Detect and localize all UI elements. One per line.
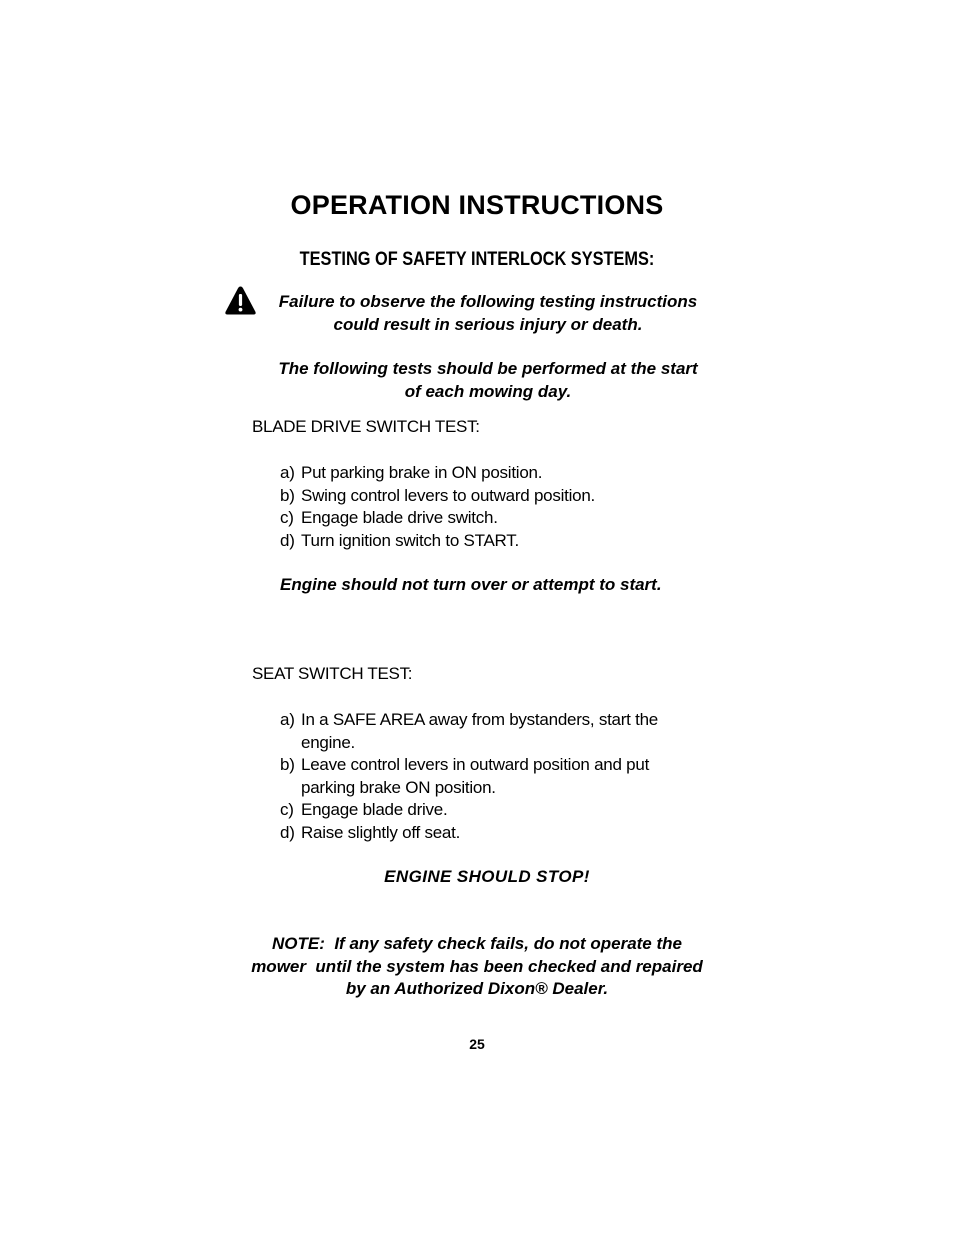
step-marker: a) bbox=[280, 463, 295, 482]
step-text: Engage blade drive switch. bbox=[301, 508, 498, 527]
step-text: Swing control levers to outward position. bbox=[301, 485, 596, 505]
seat-switch-test-heading: SEAT SWITCH TEST: bbox=[252, 664, 413, 683]
final-note-line-3: by an Authorized Dixon® Dealer. bbox=[345, 979, 609, 998]
page-title: OPERATION INSTRUCTIONS bbox=[290, 190, 664, 220]
final-note-line-1: NOTE: If any safety check fails, do not operate the bbox=[272, 934, 682, 953]
final-note bbox=[227, 933, 727, 1001]
step-marker: c) bbox=[280, 508, 294, 527]
list-item bbox=[280, 485, 595, 508]
seat-switch-test-result: ENGINE SHOULD STOP! bbox=[384, 867, 590, 886]
final-note-line-2: mower until the system has been checked and repaired bbox=[251, 956, 703, 976]
step-marker: b) bbox=[280, 485, 295, 505]
step-marker: b) bbox=[280, 755, 295, 774]
section-subtitle: TESTING OF SAFETY INTERLOCK SYSTEMS: bbox=[299, 249, 655, 270]
blade-drive-test-heading: BLADE DRIVE SWITCH TEST: bbox=[252, 417, 480, 436]
list-item bbox=[280, 709, 658, 754]
tests-schedule-note bbox=[258, 358, 718, 403]
safety-warning bbox=[258, 291, 718, 336]
page-number: 25 bbox=[469, 1036, 485, 1052]
list-item bbox=[280, 754, 658, 799]
list-item bbox=[280, 507, 595, 530]
list-item bbox=[280, 462, 595, 485]
warning-line-2: could result in serious injury or death. bbox=[333, 314, 643, 334]
tests-note-line-2: of each mowing day. bbox=[404, 381, 572, 401]
step-text: Turn ignition switch to START. bbox=[301, 530, 519, 550]
list-item bbox=[280, 530, 595, 553]
tests-note-line-1: The following tests should be performed at the start bbox=[278, 359, 698, 378]
list-item bbox=[280, 799, 658, 822]
step-text-continued: engine. bbox=[301, 732, 356, 752]
step-text: Raise slightly off seat. bbox=[301, 822, 461, 842]
step-text-continued: parking brake ON position. bbox=[301, 777, 496, 797]
step-marker: d) bbox=[280, 822, 295, 842]
seat-switch-test-steps bbox=[280, 709, 658, 844]
step-marker: a) bbox=[280, 710, 295, 729]
step-text: Put parking brake in ON position. bbox=[301, 463, 543, 482]
blade-drive-test-result: Engine should not turn over or attempt to start. bbox=[280, 575, 662, 594]
step-text: Engage blade drive. bbox=[301, 800, 448, 819]
step-text: Leave control levers in outward position and put bbox=[301, 755, 650, 774]
step-text: In a SAFE AREA away from bystanders, start the bbox=[301, 710, 658, 729]
step-marker: c) bbox=[280, 800, 294, 819]
warning-line-1: Failure to observe the following testing instructions bbox=[278, 292, 698, 311]
step-marker: d) bbox=[280, 530, 295, 550]
list-item bbox=[280, 822, 658, 845]
warning-triangle-icon bbox=[224, 285, 257, 316]
blade-drive-test-steps bbox=[280, 462, 595, 552]
